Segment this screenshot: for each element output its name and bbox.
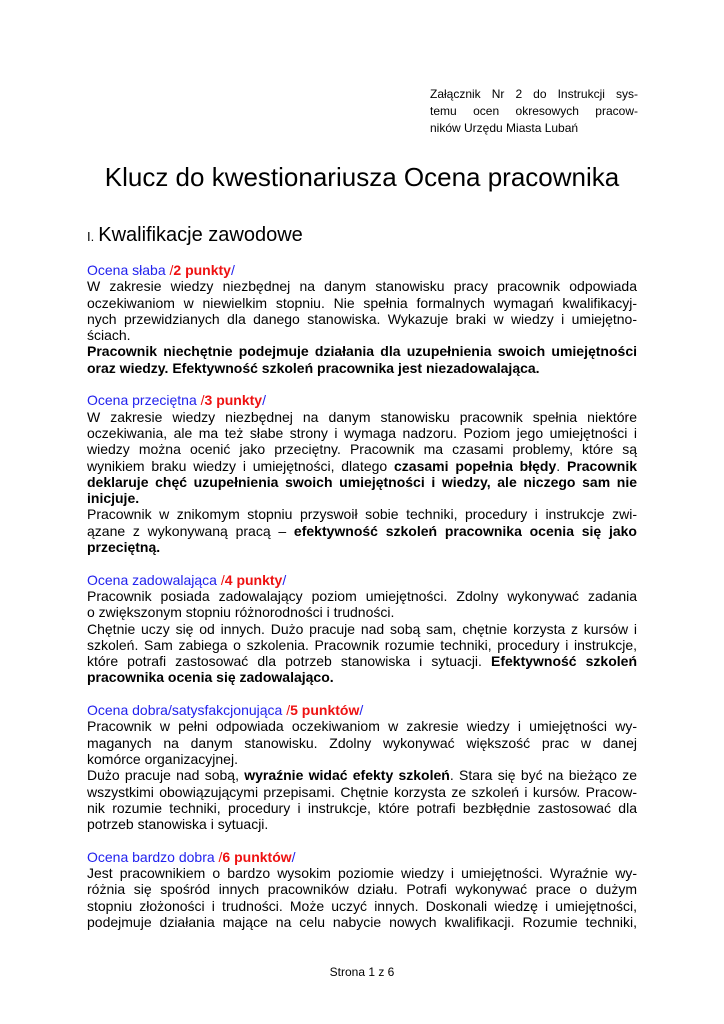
rating-points: 3 punkty (204, 392, 263, 409)
slash: / (218, 848, 223, 865)
text-run: nych przewidzianych dla danego stanowiska. Wykazuje braki w wiedzy i umiejętno- (87, 310, 637, 327)
text-run: . (556, 457, 567, 474)
text-run: wiedzy można ocenić jako przeciętny. Pracownik ma czasami problemy, które są (87, 441, 637, 458)
rating-section (87, 392, 637, 555)
slash: / (169, 262, 174, 278)
text-run: Chętnie uczy się od innych. Dużo pracuje nad sobą sam, chętnie korzysta z kursów i (87, 620, 637, 637)
text-line (87, 523, 637, 539)
text-line (87, 621, 637, 637)
rating-section (87, 262, 637, 376)
text-line (87, 506, 637, 522)
rating-heading (87, 849, 637, 865)
slash: / (359, 702, 364, 719)
text-line (87, 588, 637, 604)
text-run: szkoleń. Sam zabiega o szkolenia. Pracownik rozumie techniki, procedury i instrukcje, (87, 636, 637, 653)
text-line (87, 653, 637, 669)
text-run: różnia się spośród innych pracowników działu. Potrafi wykonywać prace o dużym (87, 881, 637, 898)
text-line (87, 474, 637, 490)
text-line (87, 490, 637, 506)
bold-text: przeciętną. (87, 539, 161, 556)
text-line (87, 914, 637, 930)
text-line (87, 800, 637, 816)
text-line (87, 311, 637, 327)
text-run: Pracownik w pełni odpowiada oczekiwaniom w zakresie wiedzy i umiejętności wy- (87, 718, 637, 735)
text-line (87, 343, 637, 359)
text-line (87, 327, 637, 343)
text-run: ściach. (87, 327, 131, 344)
rating-label: Ocena bardzo dobra (87, 848, 219, 865)
text-line (87, 898, 637, 914)
text-line (87, 718, 637, 734)
note-line: ników Urzędu Miasta Lubań (430, 121, 579, 135)
text-line (87, 751, 637, 767)
text-run: które potrafi zastosować dla potrzeb stanowiska i sytuacji. (87, 653, 491, 670)
text-run: oczekiwaniom w niewielkim stopniu. Nie spełnia formalnych wymagań kwalifikacyj- (87, 294, 637, 311)
text-line (87, 278, 637, 294)
document-body (87, 262, 637, 946)
bold-text: wyraźnie widać efekty szkoleń (244, 767, 450, 784)
rating-label: Ocena zadowalająca (87, 571, 221, 588)
text-line (87, 881, 637, 897)
text-line (87, 767, 637, 783)
rating-heading (87, 392, 637, 408)
text-run: oczekiwania, ale ma też słabe strony i wymaga nadzoru. Poziom jego umiejętności i (87, 424, 637, 441)
note-line: temu ocen okresowych pracow- (430, 104, 638, 118)
slash: / (220, 571, 225, 588)
text-run: ązane z wykonywaną pracą – (87, 522, 294, 539)
text-line (87, 735, 637, 751)
slash: / (286, 702, 291, 719)
chapter-label: Kwalifikacje zawodowe (98, 224, 303, 246)
text-line (87, 539, 637, 555)
bold-text: Pracownik (566, 457, 638, 474)
text-line (87, 360, 637, 376)
slash: / (282, 571, 287, 588)
bold-text: Efektywność szkoleń (491, 653, 637, 670)
note-line: Załącznik Nr 2 do Instrukcji sys- (430, 87, 638, 101)
text-run: podejmuje działania mające na celu nabycie nowych kwalifikacji. Rozumie techniki, (87, 913, 637, 930)
rating-label: Ocena przeciętna (87, 392, 201, 409)
attachment-note (430, 86, 638, 137)
text-run: o zwiększonym stopniu różnorodności i trudności. (87, 604, 395, 621)
rating-points: 2 punkty (173, 262, 231, 278)
rating-label: Ocena dobra/satysfakcjonująca (87, 702, 287, 719)
text-line (87, 441, 637, 457)
text-run: wynikiem braku wiedzy i umiejętności, dlatego (87, 457, 395, 474)
rating-points: 5 punktów (290, 702, 360, 719)
text-line (87, 669, 637, 685)
text-run: Jest pracownikiem o bardzo wysokim poziomie wiedzy i umiejętności. Wyraźnie wy- (87, 864, 637, 881)
text-line (87, 865, 637, 881)
bold-text: pracownika ocenia się zadowalająco. (87, 669, 334, 686)
text-run: maganych na danym stanowisku. Zdolny wykonywać większość prac w danej (87, 734, 637, 751)
bold-text: efektywność szkoleń pracownika ocenia się jako (293, 522, 637, 539)
text-line (87, 295, 637, 311)
page-footer: Strona 1 z 6 (329, 965, 395, 979)
text-run: . Stara się być na bieżąco ze (449, 767, 637, 784)
text-run: potrzeb stanowiska i sytuacji. (87, 816, 269, 833)
text-run: nik rozumie techniki, procedury i instrukcje, które potrafi bezbłędnie zastosować dla (87, 799, 637, 816)
rating-section (87, 572, 637, 686)
rating-section (87, 702, 637, 832)
text-run: komórce organizacyjnej. (87, 750, 238, 767)
text-run: Dużo pracuje nad sobą, (87, 767, 245, 784)
text-line (87, 458, 637, 474)
text-line (87, 637, 637, 653)
slash: / (230, 262, 235, 278)
bold-text: deklaruje chęć uzupełnienia swoich umiejętności i wiedzy, ale niczego sam nie (87, 473, 637, 490)
text-line (87, 409, 637, 425)
slash: / (200, 392, 205, 409)
text-run: Pracownik posiada zadowalający poziom umiejętności. Zdolny wykonywać zadania (87, 587, 637, 604)
text-run: W zakresie wiedzy niezbędnej na danym stanowisku pracownik spełnia niektóre (87, 408, 637, 425)
rating-label: Ocena słaba (87, 262, 170, 278)
rating-heading (87, 572, 637, 588)
text-line (87, 816, 637, 832)
document-title: Klucz do kwestionariusza Ocena pracownika (104, 162, 620, 192)
rating-section (87, 849, 637, 930)
rating-heading (87, 702, 637, 718)
bold-text: oraz wiedzy. Efektywność szkoleń pracownika jest niezadowalająca. (87, 359, 540, 376)
chapter-number: I. (87, 229, 95, 244)
text-line (87, 604, 637, 620)
slash: / (262, 392, 266, 409)
text-run: stopniu złożoności i trudności. Może uczyć innych. Doskonali wiedzę i umiejętności, (87, 897, 637, 914)
chapter-heading (87, 224, 303, 247)
bold-text: Pracownik niechętnie podejmuje działania dla uzupełnienia swoich umiejętności (87, 343, 637, 360)
rating-points: 6 punktów (222, 848, 292, 865)
text-run: W zakresie wiedzy niezbędnej na danym stanowisku pracy pracownik odpowiada (87, 278, 637, 295)
rating-points: 4 punkty (224, 571, 283, 588)
bold-text: inicjuje. (87, 490, 140, 507)
text-line (87, 425, 637, 441)
text-run: Pracownik w znikomym stopniu przyswoił sobie techniki, procedury i instrukcje zwi- (87, 506, 637, 523)
text-run: wszystkimi obowiązującymi przepisami. Chętnie korzysta ze szkoleń i kursów. Pracow- (87, 783, 637, 800)
slash: / (291, 848, 296, 865)
bold-text: czasami popełnia błędy (394, 457, 557, 474)
rating-heading (87, 262, 637, 278)
text-line (87, 784, 637, 800)
